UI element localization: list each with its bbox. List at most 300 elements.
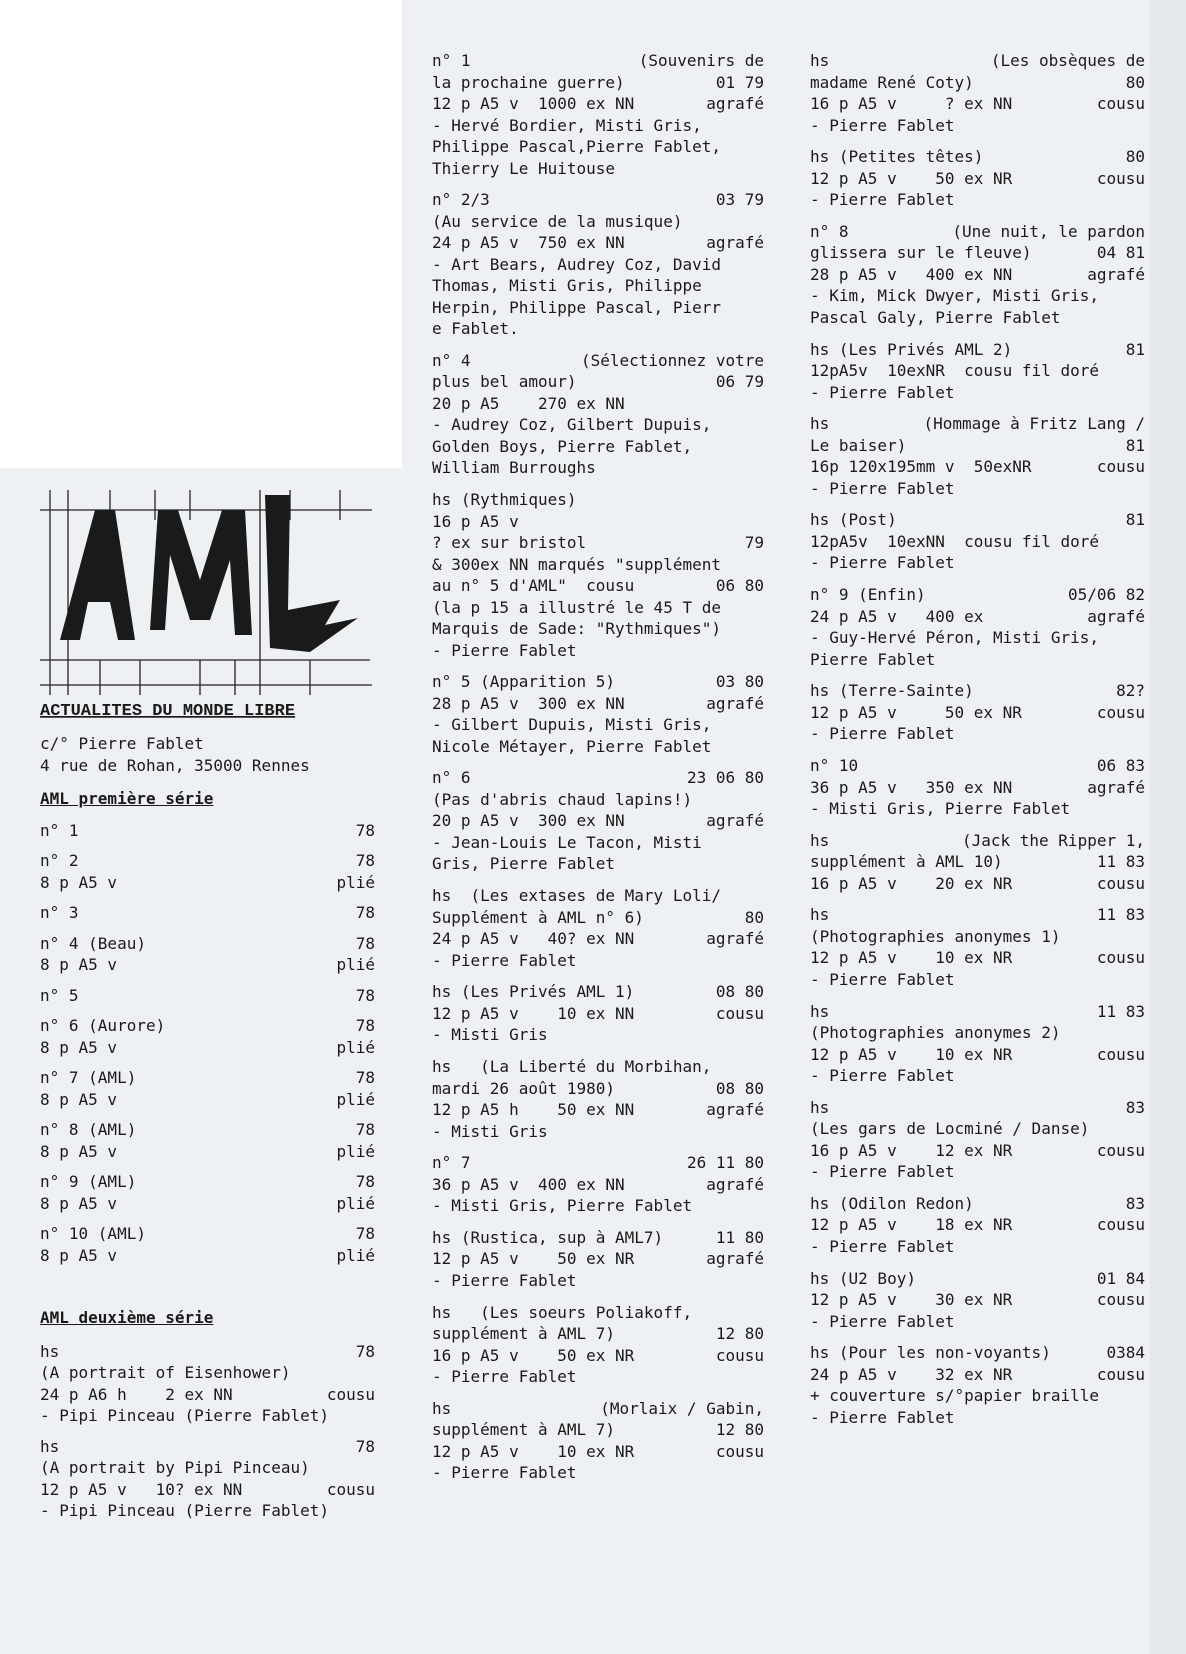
line-value: 83 xyxy=(1125,1193,1145,1213)
line-value: cousu xyxy=(715,1345,764,1365)
address-line-2: 4 rue de Rohan, 35000 Rennes xyxy=(40,755,310,775)
line-text: - Pierre Fablet xyxy=(810,1236,955,1256)
line-text: n° 10 xyxy=(810,756,859,775)
entry-line xyxy=(810,93,1145,115)
line-value: 06 80 xyxy=(715,576,764,596)
entry-line xyxy=(810,115,1145,137)
right-column xyxy=(810,50,1145,1439)
catalog-entry xyxy=(810,509,1145,574)
entry-line xyxy=(40,1500,375,1522)
entry-format-line xyxy=(40,1141,375,1163)
entry-line xyxy=(432,297,764,319)
line-text: ? ex sur bristol xyxy=(432,533,587,553)
entry-title-line xyxy=(40,1015,375,1037)
entry-line xyxy=(432,1121,764,1143)
line-text: 36 p A5 v 400 ex NN xyxy=(432,1174,625,1194)
line-text: - Pierre Fablet xyxy=(810,382,955,402)
entry-line xyxy=(432,1174,764,1196)
entry-line xyxy=(810,1289,1145,1311)
line-value: plié xyxy=(336,1245,375,1265)
line-value: cousu xyxy=(1096,873,1145,893)
line-text: 12 p A5 v 10 ex NN xyxy=(432,1003,635,1023)
catalog-entry xyxy=(810,755,1145,820)
entry-line xyxy=(810,584,1145,606)
entry-line xyxy=(810,1311,1145,1333)
entry-format-line xyxy=(40,954,375,976)
serie1-entry xyxy=(40,1223,375,1266)
entry-line xyxy=(432,136,764,158)
serie1-entry xyxy=(40,985,375,1007)
line-text: - Hervé Bordier, Misti Gris, xyxy=(432,115,702,135)
line-value: cousu xyxy=(715,1441,764,1461)
entry-line xyxy=(810,947,1145,969)
entry-line xyxy=(40,1436,375,1458)
entry-line xyxy=(432,554,764,576)
entry-line xyxy=(810,189,1145,211)
catalog-entry xyxy=(810,1097,1145,1183)
entry-line xyxy=(432,853,764,875)
entry-title-line xyxy=(40,933,375,955)
entry-line xyxy=(432,1419,764,1441)
line-value: cousu xyxy=(1096,1140,1145,1160)
entry-line xyxy=(432,950,764,972)
entry-line xyxy=(810,1407,1145,1429)
line-value: cousu xyxy=(326,1479,375,1499)
line-text: hs xyxy=(810,1097,830,1117)
line-value: cousu xyxy=(326,1384,375,1404)
line-value: agrafé xyxy=(706,811,764,831)
line-value: 78 xyxy=(355,1120,375,1139)
middle-column xyxy=(432,50,764,1494)
line-text: au n° 5 d'AML" cousu xyxy=(432,576,635,596)
line-text: 12 p A5 v 10 ex NR xyxy=(810,948,1013,968)
entry-line xyxy=(432,714,764,736)
entry-format-line xyxy=(40,1089,375,1111)
entry-line xyxy=(432,393,764,415)
line-text: (Au service de la musique) xyxy=(432,211,683,231)
line-value: agrafé xyxy=(706,1100,764,1119)
entry-line xyxy=(432,832,764,854)
line-text: hs (Rythmiques) xyxy=(432,490,577,510)
line-text: supplément à AML 7) xyxy=(432,1420,616,1440)
entry-line xyxy=(810,1342,1145,1364)
entry-line xyxy=(432,436,764,458)
line-text: n° 10 (AML) xyxy=(40,1224,146,1243)
entry-line xyxy=(810,969,1145,991)
line-text: hs xyxy=(810,414,830,434)
serie1-entry xyxy=(40,850,375,893)
catalog-entry xyxy=(432,1056,764,1142)
entry-line xyxy=(40,1341,375,1363)
entry-line xyxy=(810,1236,1145,1258)
line-text: - Pierre Fablet xyxy=(432,1463,577,1483)
line-value: cousu xyxy=(1096,1290,1145,1310)
entry-line xyxy=(810,72,1145,94)
line-text: 16 p A5 v 12 ex NR xyxy=(810,1140,1013,1160)
entry-line xyxy=(40,1479,375,1501)
line-text: - Misti Gris xyxy=(432,1121,548,1141)
entry-line xyxy=(432,254,764,276)
entry-line xyxy=(432,414,764,436)
line-text: William Burroughs xyxy=(432,458,596,478)
line-value: 06 83 xyxy=(1096,756,1145,775)
line-value: 05/06 82 xyxy=(1067,585,1145,605)
line-text: n° 5 (Apparition 5) xyxy=(432,672,616,692)
line-text: hs (U2 Boy) xyxy=(810,1268,916,1288)
line-value: 80 xyxy=(1125,147,1145,167)
entry-title-line xyxy=(40,820,375,842)
blank-corner xyxy=(0,0,402,468)
entry-line xyxy=(810,264,1145,286)
line-text: hs xyxy=(40,1436,60,1456)
line-text: Gris, Pierre Fablet xyxy=(432,854,616,874)
serie2-left-list xyxy=(40,1341,375,1531)
line-value: 78 xyxy=(355,820,375,840)
entry-line xyxy=(810,873,1145,895)
line-value: agrafé xyxy=(1087,777,1145,797)
entry-line xyxy=(810,680,1145,702)
entry-line xyxy=(810,1065,1145,1087)
entry-line xyxy=(810,1364,1145,1386)
line-value: 78 xyxy=(355,851,375,870)
line-value: 12 80 xyxy=(715,1420,764,1440)
line-text: - Pierre Fablet xyxy=(432,1367,577,1387)
line-text: 24 p A5 v 40? ex NN xyxy=(432,929,635,949)
line-value: 11 80 xyxy=(715,1227,764,1247)
line-value: plié xyxy=(336,1089,375,1109)
entry-line xyxy=(432,1078,764,1100)
line-text: 20 p A5 v 300 ex NN xyxy=(432,811,625,831)
catalog-entry xyxy=(432,1398,764,1484)
entry-line xyxy=(432,1024,764,1046)
serie2-heading: AML deuxième série xyxy=(40,1308,214,1327)
line-text: madame René Coty) xyxy=(810,72,974,92)
line-text: hs (La Liberté du Morbihan, xyxy=(432,1057,712,1076)
line-value: 79 xyxy=(744,533,764,553)
line-text: 8 p A5 v xyxy=(40,1193,118,1213)
line-text: - Gilbert Dupuis, Misti Gris, xyxy=(432,715,712,735)
line-text: 12 p A5 v 10? ex NN xyxy=(40,1479,243,1499)
line-value: cousu xyxy=(1096,457,1145,477)
line-text: 28 p A5 v 300 ex NN xyxy=(432,693,625,713)
line-text: - Pipi Pinceau (Pierre Fablet) xyxy=(40,1501,329,1520)
catalog-entry xyxy=(432,1227,764,1292)
catalog-entry xyxy=(40,1341,375,1427)
line-text: - Pierre Fablet xyxy=(432,950,577,970)
line-text: n° 7 (AML) xyxy=(40,1068,137,1087)
serie1-list xyxy=(40,820,375,1276)
line-text: 20 p A5 270 ex NN xyxy=(432,393,625,413)
line-text: + couverture s/°papier braille xyxy=(810,1386,1099,1406)
line-text: 12 p A5 h 50 ex NN xyxy=(432,1100,635,1119)
catalog-entry xyxy=(810,830,1145,895)
line-text: (A portrait by Pipi Pinceau) xyxy=(40,1458,310,1477)
line-value: plié xyxy=(336,872,375,892)
catalog-entry xyxy=(810,1342,1145,1428)
line-value: cousu xyxy=(715,1003,764,1023)
line-text: 8 p A5 v xyxy=(40,1245,118,1265)
entry-line xyxy=(810,1022,1145,1044)
line-text: (A portrait of Eisenhower) xyxy=(40,1363,291,1382)
line-value: 78 xyxy=(355,1224,375,1243)
line-value: plié xyxy=(336,1037,375,1057)
entry-line xyxy=(432,907,764,929)
serie1-heading: AML première série xyxy=(40,789,214,808)
line-text: - Audrey Coz, Gilbert Dupuis, xyxy=(432,415,712,435)
line-text: - Pierre Fablet xyxy=(810,969,955,989)
entry-title-line xyxy=(40,902,375,924)
line-text: - Pipi Pinceau (Pierre Fablet) xyxy=(40,1406,329,1425)
line-text: hs xyxy=(432,1398,452,1418)
line-text: n° 2/3 xyxy=(432,190,490,210)
entry-line xyxy=(810,606,1145,628)
entry-line xyxy=(432,767,764,789)
catalog-entry xyxy=(810,146,1145,211)
line-value: 01 84 xyxy=(1096,1268,1145,1288)
entry-line xyxy=(40,1384,375,1406)
line-value: 81 xyxy=(1125,435,1145,455)
line-text: 12 p A5 v 30 ex NR xyxy=(810,1290,1013,1310)
line-text: & 300ex NN marqués "supplément xyxy=(432,554,721,574)
line-value: cousu xyxy=(1096,948,1145,968)
line-text: 16 p A5 v 50 ex NR xyxy=(432,1345,635,1365)
entry-line xyxy=(432,575,764,597)
entry-line xyxy=(810,798,1145,820)
line-text: n° 7 xyxy=(432,1153,471,1173)
line-text: 12 p A5 v 50 ex NR xyxy=(810,168,1013,188)
entry-line xyxy=(810,285,1145,307)
line-text: 8 p A5 v xyxy=(40,1037,118,1057)
line-text: 12 p A5 v 18 ex NR xyxy=(810,1215,1013,1235)
catalog-entry xyxy=(810,680,1145,745)
line-value: cousu xyxy=(1096,1044,1145,1064)
line-value: plié xyxy=(336,955,375,974)
entry-line xyxy=(432,211,764,233)
line-value: cousu xyxy=(1096,702,1145,722)
line-value: agrafé xyxy=(1087,606,1145,626)
line-text: n° 8 xyxy=(810,221,849,241)
left-column xyxy=(40,733,375,1531)
line-value: 0384 xyxy=(1106,1343,1145,1363)
line-text: e Fablet. xyxy=(432,319,519,339)
entry-line xyxy=(432,1099,764,1121)
line-text: 12 p A5 v 50 ex NR xyxy=(810,702,1022,722)
line-text: hs (Les Privés AML 1) xyxy=(432,982,635,1002)
entry-title-line xyxy=(40,1171,375,1193)
line-text: Le baiser) xyxy=(810,435,907,455)
entry-format-line xyxy=(40,1037,375,1059)
entry-title-line xyxy=(40,1119,375,1141)
entry-line xyxy=(432,371,764,393)
line-text: 12 p A5 v 10 ex NR xyxy=(432,1441,635,1461)
entry-line xyxy=(432,232,764,254)
entry-line xyxy=(432,1366,764,1388)
entry-line xyxy=(432,50,764,72)
line-text: hs (Post) xyxy=(810,510,897,530)
line-value: 78 xyxy=(355,933,375,953)
line-value: 80 xyxy=(744,907,764,927)
line-value: (Hommage à Fritz Lang / xyxy=(923,414,1145,434)
line-text: la prochaine guerre) xyxy=(432,72,625,92)
line-value: 04 81 xyxy=(1096,243,1145,263)
line-text: n° 6 xyxy=(432,768,471,788)
line-text: Herpin, Philippe Pascal, Pierr xyxy=(432,297,721,317)
catalog-entry xyxy=(810,904,1145,990)
line-text: hs (Pour les non-voyants) xyxy=(810,1343,1051,1363)
catalog-entry xyxy=(432,885,764,971)
line-value: 78 xyxy=(355,1436,375,1456)
entry-line xyxy=(810,360,1145,382)
line-text: - Pierre Fablet xyxy=(810,1066,955,1086)
aml-logo xyxy=(40,490,372,720)
line-text: - Jean-Louis Le Tacon, Misti xyxy=(432,832,702,852)
entry-line xyxy=(432,789,764,811)
entry-line xyxy=(810,456,1145,478)
entry-line xyxy=(432,457,764,479)
entry-line xyxy=(810,649,1145,671)
line-value: cousu xyxy=(1096,1364,1145,1384)
line-text: 36 p A5 v 350 ex NN xyxy=(810,777,1013,797)
line-text: hs (Rustica, sup à AML7) xyxy=(432,1227,664,1247)
line-text: - Pierre Fablet xyxy=(810,1311,955,1331)
line-value: 03 79 xyxy=(715,190,764,210)
line-text: hs (Les Privés AML 2) xyxy=(810,339,1013,359)
entry-line xyxy=(432,693,764,715)
entry-line xyxy=(810,413,1145,435)
serie1-entry xyxy=(40,1015,375,1058)
catalog-entry xyxy=(810,339,1145,404)
entry-line xyxy=(432,810,764,832)
entry-line xyxy=(432,1323,764,1345)
catalog-entry xyxy=(810,221,1145,329)
serie1-entry xyxy=(40,1119,375,1162)
line-text: - Pierre Fablet xyxy=(810,1162,955,1182)
entry-format-line xyxy=(40,1193,375,1215)
line-value: cousu xyxy=(1096,1215,1145,1235)
entry-line xyxy=(432,1270,764,1292)
line-value: 78 xyxy=(355,985,375,1005)
line-text: - Guy-Hervé Péron, Misti Gris, xyxy=(810,628,1099,648)
line-text: 16 p A5 v 20 ex NR xyxy=(810,873,1013,893)
line-text: (Photographies anonymes 2) xyxy=(810,1023,1061,1043)
entry-line xyxy=(810,146,1145,168)
entry-line xyxy=(810,382,1145,404)
entry-line xyxy=(432,1441,764,1463)
entry-line xyxy=(432,671,764,693)
line-text: 12 p A5 v 1000 ex NN xyxy=(432,94,635,113)
line-text: hs xyxy=(40,1341,60,1361)
entry-line xyxy=(432,640,764,662)
line-value: 26 11 80 xyxy=(686,1153,764,1173)
line-value: 81 xyxy=(1125,339,1145,359)
line-value: agrafé xyxy=(706,1174,764,1194)
line-text: Marquis de Sade: "Rythmiques") xyxy=(432,619,721,639)
line-text: - Kim, Mick Dwyer, Misti Gris, xyxy=(810,286,1099,306)
line-text: 28 p A5 v 400 ex NN xyxy=(810,264,1013,284)
entry-line xyxy=(432,1248,764,1270)
entry-line xyxy=(432,1003,764,1025)
line-value: (Sélectionnez votre xyxy=(580,350,764,370)
line-text: - Misti Gris, Pierre Fablet xyxy=(432,1196,693,1216)
catalog-entry xyxy=(810,413,1145,499)
entry-line xyxy=(810,435,1145,457)
line-text: - Pierre Fablet xyxy=(810,478,955,498)
line-text: Thierry Le Huitouse xyxy=(432,158,616,178)
line-text: - Pierre Fablet xyxy=(810,190,955,210)
line-text: n° 4 (Beau) xyxy=(40,933,146,953)
line-value: 81 xyxy=(1125,510,1145,530)
entry-line xyxy=(432,532,764,554)
entry-line xyxy=(432,1227,764,1249)
line-text: 16 p A5 v ? ex NN xyxy=(810,94,1013,113)
entry-title-line xyxy=(40,1223,375,1245)
entry-line xyxy=(432,1398,764,1420)
line-value: agrafé xyxy=(706,1249,764,1269)
entry-line xyxy=(810,1268,1145,1290)
line-text: supplément à AML 7) xyxy=(432,1324,616,1344)
entry-line xyxy=(810,702,1145,724)
line-value: 23 06 80 xyxy=(686,768,764,788)
line-text: hs (Les extases de Mary Loli/ xyxy=(432,886,721,906)
line-value: (Morlaix / Gabin, xyxy=(600,1398,764,1418)
line-text: Nicole Métayer, Pierre Fablet xyxy=(432,736,712,756)
page-edge xyxy=(1150,0,1186,1654)
address-line-1: c/° Pierre Fablet xyxy=(40,734,204,753)
line-text: n° 1 xyxy=(432,51,471,70)
line-value: 08 80 xyxy=(715,1078,764,1098)
line-text: n° 9 (AML) xyxy=(40,1172,137,1191)
serie1-entry xyxy=(40,933,375,976)
entry-line xyxy=(810,851,1145,873)
line-text: (Les gars de Locminé / Danse) xyxy=(810,1119,1090,1139)
line-value: (Jack the Ripper 1, xyxy=(961,830,1145,850)
entry-title-line xyxy=(40,985,375,1007)
line-value: agrafé xyxy=(1087,264,1145,284)
entry-line xyxy=(810,168,1145,190)
entry-line xyxy=(810,1001,1145,1023)
line-value: 78 xyxy=(355,1172,375,1191)
line-value: 08 80 xyxy=(715,982,764,1002)
entry-line xyxy=(810,1044,1145,1066)
entry-line xyxy=(40,1362,375,1384)
entry-line xyxy=(810,1214,1145,1236)
line-text: supplément à AML 10) xyxy=(810,852,1003,872)
line-value: 11 83 xyxy=(1096,852,1145,872)
serie1-entry xyxy=(40,902,375,924)
line-value: 78 xyxy=(355,903,375,922)
serie1-entry xyxy=(40,1171,375,1214)
entry-line xyxy=(810,221,1145,243)
catalog-entry xyxy=(432,189,764,340)
line-text: (la p 15 a illustré le 45 T de xyxy=(432,597,721,617)
entry-line xyxy=(810,755,1145,777)
line-text: - Misti Gris, Pierre Fablet xyxy=(810,799,1071,818)
entry-line xyxy=(40,1405,375,1427)
line-text: n° 5 xyxy=(40,985,79,1005)
line-text: mardi 26 août 1980) xyxy=(432,1078,616,1098)
catalog-entry xyxy=(810,1268,1145,1333)
line-text: hs (Petites têtes) xyxy=(810,147,984,167)
line-value: 12 80 xyxy=(715,1324,764,1344)
catalog-entry xyxy=(810,584,1145,670)
entry-format-line xyxy=(40,872,375,894)
line-text: hs (Les soeurs Poliakoff, xyxy=(432,1302,693,1322)
entry-line xyxy=(432,1195,764,1217)
catalog-entry xyxy=(810,1001,1145,1087)
catalog-entry xyxy=(40,1436,375,1522)
entry-line xyxy=(432,928,764,950)
line-text: n° 9 (Enfin) xyxy=(810,585,926,605)
